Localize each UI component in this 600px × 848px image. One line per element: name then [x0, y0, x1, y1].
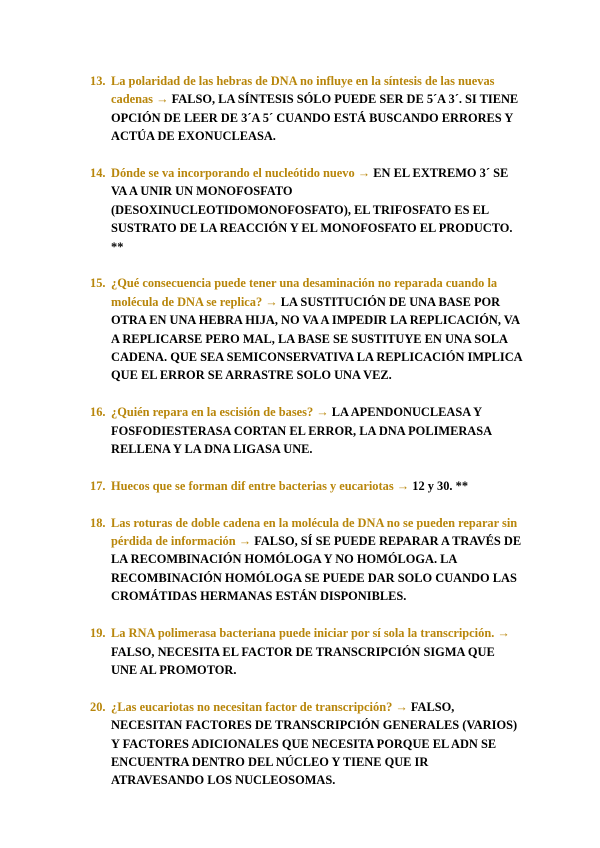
item-number: 20. [90, 699, 106, 714]
question-item-19 [90, 624, 522, 679]
item-number: 14. [90, 166, 106, 181]
question-text: Huecos que se forman dif entre bacterias y eucariotas [111, 478, 394, 493]
item-number: 15. [90, 276, 106, 291]
item-body [111, 164, 522, 256]
question-item-16 [90, 403, 522, 458]
question-text: ¿Las eucariotas no necesitan factor de transcripción? [111, 699, 393, 714]
item-number: 13. [90, 74, 106, 88]
question-text: ¿Qué consecuencia puede tener una desaminación no reparada cuando la molécula de DNA se replica? [111, 276, 498, 309]
question-text: Dónde se va incorporando el nucleótido nuevo [111, 166, 355, 181]
item-body [111, 624, 522, 679]
question-text: ¿Quién repara en la escisión de bases? [111, 405, 314, 420]
question-text: Las roturas de doble cadena en la molécula de DNA no se pueden reparar sin pérdida de información [111, 515, 518, 549]
arrow-icon: → [392, 699, 411, 714]
arrow-icon: → [262, 294, 281, 309]
question-item-17 [90, 477, 522, 495]
item-number: 17. [90, 478, 106, 493]
arrow-icon: → [313, 405, 332, 420]
answer-text: LA APENDONUCLEASA Y FOSFODIESTERASA CORTAN EL ERROR, LA DNA POLIMERASA RELLENA Y LA DNA LIGASA UNE. [111, 405, 492, 457]
item-body [111, 514, 522, 606]
item-body [111, 72, 522, 146]
question-text: La RNA polimerasa bacteriana puede iniciar por sí sola la transcripción. [111, 626, 495, 641]
arrow-icon: → [494, 626, 510, 641]
answer-text: LA SUSTITUCIÓN DE UNA BASE POR OTRA EN UNA HEBRA HIJA, NO VA A IMPEDIR LA REPLICACIÓN, VA A REPLICARSE PERO MAL, LA BASE SE SUSTITUYE EN UNA SOLA CADENA. QUE SEA SEMICONSERVATIVA LA REPLICACIÓN IMPLICA QUE EL ERROR SE ARRASTRE SOLO UNA VEZ. [111, 294, 522, 383]
question-item-13 [90, 72, 522, 146]
question-item-20 [90, 698, 522, 790]
item-number: 18. [90, 515, 106, 530]
question-list [90, 72, 522, 808]
answer-text: EN EL EXTREMO 3´ SE VA A UNIR UN MONOFOSFATO (DESOXINUCLEOTIDOMONOFOSFATO), EL TRIFOSFATO ES EL SUSTRATO DE LA REACCIÓN Y EL MONOFOSFATO EL PRODUCTO. ** [111, 166, 513, 254]
answer-text: FALSO, LA SÍNTESIS SÓLO PUEDE SER DE 5´A 3´. SI TIENE OPCIÓN DE LEER DE 3´A 5´ CUANDO ESTÁ BUSCANDO ERRORES Y ACTÚA DE EXONUCLEASA. [111, 92, 519, 144]
item-body [111, 477, 522, 495]
item-body [111, 698, 522, 790]
item-body [111, 403, 522, 458]
arrow-icon: → [354, 166, 374, 181]
question-item-14 [90, 164, 522, 256]
question-item-15 [90, 274, 522, 384]
answer-text: FALSO, SÍ SE PUEDE REPARAR A TRAVÉS DE LA RECOMBINACIÓN HOMÓLOGA Y NO HOMÓLOGA. LA RECOMBINACIÓN HOMÓLOGA SE PUEDE DAR SOLO CUANDO LAS CROMÁTIDAS HERMANAS ESTÁN DISPONIBLES. [111, 534, 522, 604]
item-number: 16. [90, 405, 106, 420]
arrow-icon: → [393, 478, 413, 493]
question-text: La polaridad de las hebras de DNA no influye en la síntesis de las nuevas cadenas [111, 74, 495, 107]
question-item-18 [90, 514, 522, 606]
answer-text: FALSO, NECESITAN FACTORES DE TRANSCRIPCIÓN GENERALES (VARIOS) Y FACTORES ADICIONALES QUE NECESITA PORQUE EL ADN SE ENCUENTRA DENTRO DEL NÚCLEO Y TIENE QUE IR ATRAVESANDO LOS NUCLEOSOMAS. [111, 699, 518, 788]
answer-text: FALSO, NECESITA EL FACTOR DE TRANSCRIPCIÓN SIGMA QUE UNE AL PROMOTOR. [111, 644, 495, 677]
answer-text: 12 y 30. ** [412, 478, 469, 493]
arrow-icon: → [235, 534, 255, 549]
arrow-icon: → [153, 92, 172, 107]
item-body [111, 274, 522, 384]
item-number: 19. [90, 626, 106, 641]
